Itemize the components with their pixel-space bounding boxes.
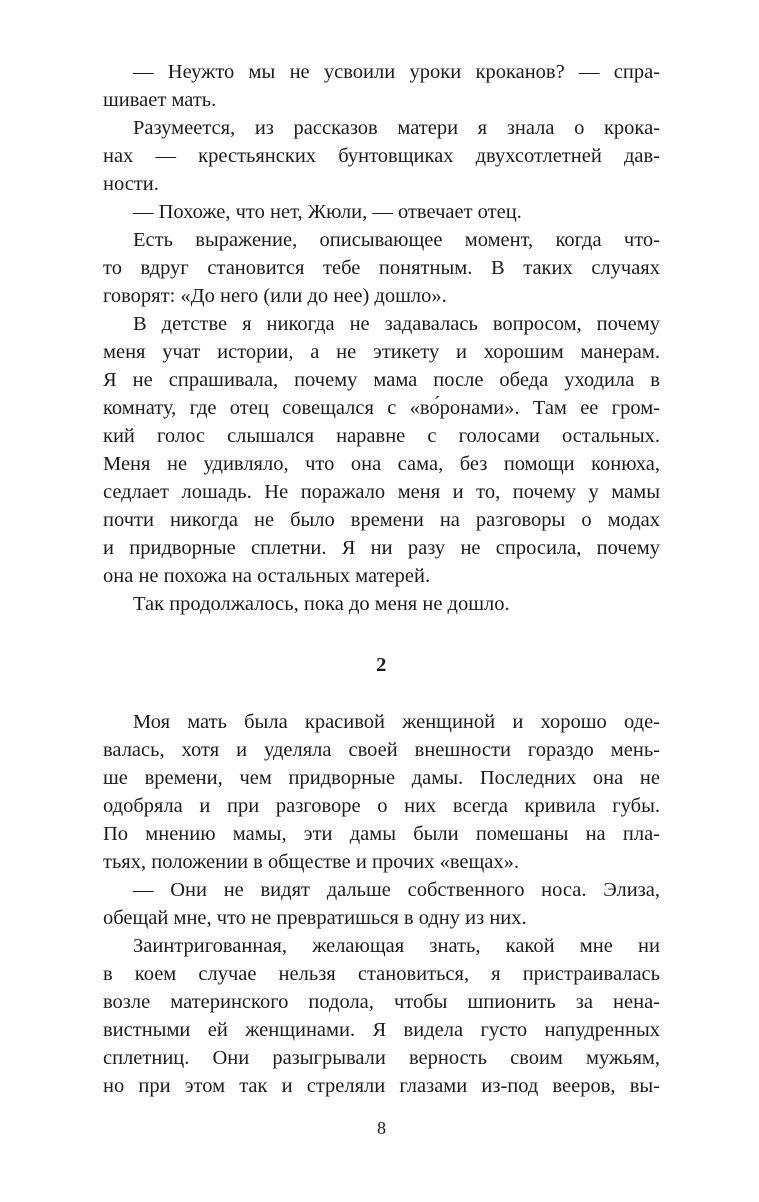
text-line: кий голос слышался наравне с голосами остальных. <box>103 425 660 447</box>
text-line: валась, хотя и уделяла своей внешности гораздо мень- <box>103 739 660 761</box>
text-line: ше времени, чем придворные дамы. Последних она не <box>103 767 660 789</box>
paragraph <box>103 932 660 1100</box>
text-line: нах — крестьянских бунтовщиках двухсотлетней дав- <box>103 145 660 167</box>
text-line: Так продолжалось, пока до меня не дошло. <box>133 593 510 615</box>
paragraph <box>103 198 660 226</box>
text-line: обещай мне, что не превратишься в одну из них. <box>103 907 527 929</box>
text-line: вистными ей женщинами. Я видела густо напудренных <box>103 1019 660 1041</box>
text-line: Есть выражение, описывающее момент, когда что- <box>133 229 660 251</box>
paragraph <box>103 58 660 114</box>
paragraph <box>103 876 660 932</box>
text-line: седлает лошадь. Не поражало меня и то, почему у мамы <box>103 481 660 503</box>
text-line: — Похоже, что нет, Жюли, — отвечает отец. <box>133 201 522 223</box>
text-line: Меня не удивляло, что она сама, без помощи конюха, <box>103 453 660 475</box>
text-line: ности. <box>103 173 159 195</box>
text-line: в коем случае нельзя становиться, я пристраивалась <box>103 963 660 985</box>
text-line: Заинтригованная, желающая знать, какой мне ни <box>133 935 660 957</box>
text-line: Моя мать была красивой женщиной и хорошо оде- <box>133 711 660 733</box>
text-line: говорят: «До него (или до нее) дошло». <box>103 285 447 307</box>
paragraph <box>103 310 660 590</box>
text-line: тьях, положении в обществе и прочих «вещах». <box>103 851 520 873</box>
text-line: По мнению мамы, эти дамы были помешаны на пла- <box>103 823 660 845</box>
text-line: сплетниц. Они разыгрывали верность своим мужьям, <box>103 1047 660 1069</box>
text-block-bottom <box>103 708 660 1100</box>
text-block-top <box>103 58 660 618</box>
text-line: возле материнского подола, чтобы шпионить за нена- <box>103 991 660 1013</box>
section-number-heading: 2 <box>376 654 387 676</box>
text-line: — Они не видят дальше собственного носа. Элиза, <box>133 879 660 901</box>
text-line: Я не спрашивала, почему мама после обеда уходила в <box>103 369 660 391</box>
text-line: Разумеется, из рассказов матери я знала о крока- <box>133 117 660 139</box>
paragraph <box>103 114 660 198</box>
text-line: одобряла и при разговоре о них всегда кривила губы. <box>103 795 660 817</box>
text-line: комнату, где отец совещался с «во́ронами». Там ее гром- <box>103 397 660 419</box>
text-line: — Неужто мы не усвоили уроки кроканов? — спра- <box>133 61 660 83</box>
book-page <box>103 58 660 1140</box>
text-line: меня учат истории, а не этикету и хорошим манерам. <box>103 341 660 363</box>
page-number: 8 <box>377 1118 386 1138</box>
text-line: но при этом так и стреляли глазами из-под вееров, вы- <box>103 1075 660 1097</box>
paragraph <box>103 708 660 876</box>
text-line: почти никогда не было времени на разговоры о модах <box>103 509 660 531</box>
text-line: В детстве я никогда не задавалась вопросом, почему <box>133 313 660 335</box>
text-line: она не похожа на остальных матерей. <box>103 565 431 587</box>
text-line: шивает мать. <box>103 89 217 111</box>
text-line: и придворные сплетни. Я ни разу не спросила, почему <box>103 537 660 559</box>
paragraph <box>103 226 660 310</box>
paragraph <box>103 590 660 618</box>
text-line: то вдруг становится тебе понятным. В таких случаях <box>103 257 660 279</box>
